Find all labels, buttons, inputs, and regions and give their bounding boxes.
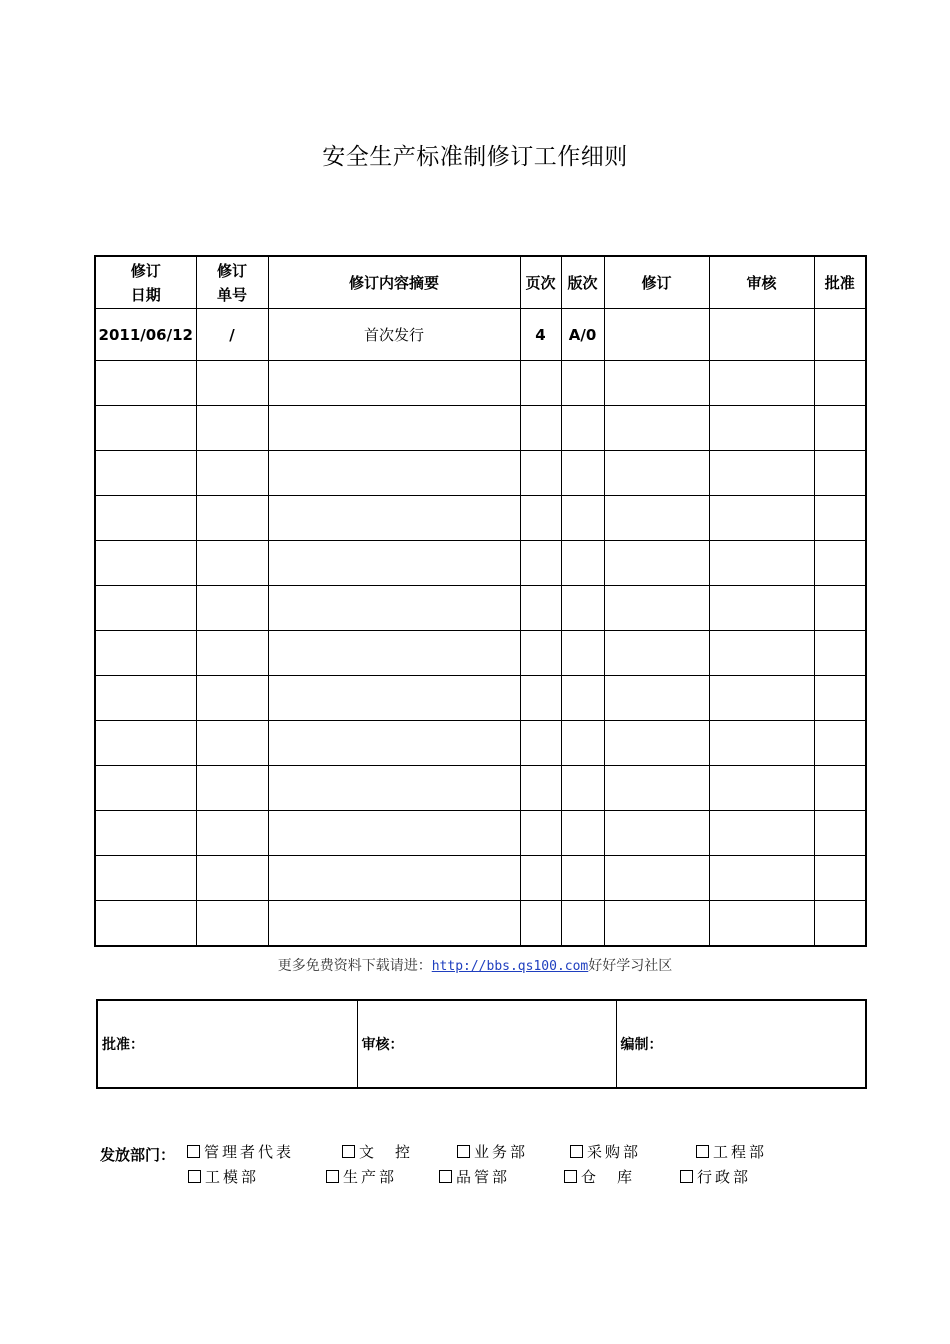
table-cell (709, 361, 814, 406)
table-cell (814, 721, 866, 766)
table-cell (709, 541, 814, 586)
table-cell (520, 901, 561, 947)
table-row (95, 586, 866, 631)
table-cell (561, 901, 604, 947)
table-cell (709, 721, 814, 766)
table-cell (709, 901, 814, 947)
checkbox-icon[interactable] (326, 1170, 339, 1183)
table-cell (196, 451, 268, 496)
table-cell (196, 676, 268, 721)
table-cell (520, 361, 561, 406)
header-revise: 修订 (604, 256, 709, 309)
note-prefix: 更多免费资料下载请进： (277, 958, 432, 974)
table-cell (196, 766, 268, 811)
table-cell (604, 361, 709, 406)
revise-cell (604, 309, 709, 361)
table-cell (196, 361, 268, 406)
checkbox-icon[interactable] (188, 1170, 201, 1183)
table-cell (561, 631, 604, 676)
table-cell (814, 676, 866, 721)
checkbox-icon[interactable] (570, 1145, 583, 1158)
table-cell (561, 406, 604, 451)
table-cell (561, 766, 604, 811)
table-cell (709, 451, 814, 496)
revision-table (94, 255, 867, 947)
table-cell (268, 856, 520, 901)
table-cell (95, 541, 196, 586)
dept-option[interactable]: 品管部 (439, 1166, 510, 1187)
header-revision-order-no: 修订 单号 (196, 256, 268, 309)
checkbox-icon[interactable] (439, 1170, 452, 1183)
table-cell (709, 856, 814, 901)
table-cell (561, 676, 604, 721)
table-cell (604, 856, 709, 901)
dept-option[interactable]: 管理者代表 (187, 1141, 294, 1162)
version-cell: A/0 (561, 309, 604, 361)
table-cell (709, 406, 814, 451)
table-cell (95, 766, 196, 811)
table-row (95, 406, 866, 451)
table-cell (814, 406, 866, 451)
signoff-review: 审核： (357, 1000, 616, 1088)
revision-order-cell: / (196, 309, 268, 361)
table-cell (268, 541, 520, 586)
table-cell (196, 721, 268, 766)
table-cell (520, 451, 561, 496)
table-cell (561, 586, 604, 631)
checkbox-icon[interactable] (680, 1170, 693, 1183)
dept-option[interactable]: 业务部 (457, 1141, 528, 1162)
table-cell (95, 676, 196, 721)
table-cell (814, 586, 866, 631)
table-cell (520, 541, 561, 586)
table-cell (520, 811, 561, 856)
distribution-label: 发放部门： (100, 1146, 176, 1164)
table-cell (268, 496, 520, 541)
table-cell (604, 811, 709, 856)
table-cell (561, 361, 604, 406)
dept-option[interactable]: 文 控 (342, 1141, 413, 1162)
table-row (95, 309, 866, 361)
table-row (95, 856, 866, 901)
table-row (95, 811, 866, 856)
table-cell (268, 811, 520, 856)
table-cell (561, 811, 604, 856)
table-row (95, 676, 866, 721)
table-row (95, 541, 866, 586)
table-cell (814, 766, 866, 811)
table-cell (561, 541, 604, 586)
table-cell (268, 676, 520, 721)
header-revision-date: 修订 日期 (95, 256, 196, 309)
summary-cell: 首次发行 (268, 309, 520, 361)
table-cell (268, 901, 520, 947)
table-row (95, 631, 866, 676)
table-cell (604, 631, 709, 676)
table-cell (95, 406, 196, 451)
checkbox-icon[interactable] (564, 1170, 577, 1183)
table-cell (95, 901, 196, 947)
dept-option[interactable]: 工模部 (188, 1166, 259, 1187)
table-cell (709, 586, 814, 631)
table-cell (520, 676, 561, 721)
table-cell (604, 451, 709, 496)
table-cell (196, 811, 268, 856)
checkbox-icon[interactable] (457, 1145, 470, 1158)
dept-option[interactable]: 采购部 (570, 1141, 641, 1162)
table-cell (709, 811, 814, 856)
table-cell (268, 631, 520, 676)
table-cell (268, 586, 520, 631)
signoff-prepare: 编制： (616, 1000, 866, 1088)
checkbox-icon[interactable] (187, 1145, 200, 1158)
dept-option[interactable]: 行政部 (680, 1166, 751, 1187)
table-cell (709, 496, 814, 541)
table-cell (268, 406, 520, 451)
table-cell (604, 406, 709, 451)
table-cell (604, 541, 709, 586)
download-note (0, 955, 950, 975)
table-cell (196, 631, 268, 676)
header-review: 审核 (709, 256, 814, 309)
table-cell (520, 721, 561, 766)
table-cell (196, 406, 268, 451)
table-cell (604, 496, 709, 541)
table-row (95, 496, 866, 541)
checkbox-icon[interactable] (696, 1145, 709, 1158)
table-row (95, 721, 866, 766)
table-cell (95, 496, 196, 541)
table-cell (709, 631, 814, 676)
download-link[interactable]: http://bbs.qs100.com (431, 959, 589, 974)
table-row (95, 766, 866, 811)
header-summary: 修订内容摘要 (268, 256, 520, 309)
dept-option[interactable]: 仓 库 (564, 1166, 635, 1187)
table-cell (268, 766, 520, 811)
pages-cell: 4 (520, 309, 561, 361)
approve-cell (814, 309, 866, 361)
table-cell (268, 451, 520, 496)
table-cell (604, 676, 709, 721)
dept-option[interactable]: 生产部 (326, 1166, 397, 1187)
table-cell (268, 361, 520, 406)
table-cell (604, 901, 709, 947)
table-row (95, 361, 866, 406)
header-pages: 页次 (520, 256, 561, 309)
table-cell (520, 631, 561, 676)
table-cell (196, 541, 268, 586)
table-cell (196, 586, 268, 631)
review-cell (709, 309, 814, 361)
table-cell (561, 451, 604, 496)
signoff-approve: 批准： (97, 1000, 357, 1088)
table-cell (520, 856, 561, 901)
table-cell (561, 496, 604, 541)
header-approve: 批准 (814, 256, 866, 309)
header-version: 版次 (561, 256, 604, 309)
table-cell (95, 631, 196, 676)
table-cell (95, 451, 196, 496)
table-row (95, 451, 866, 496)
table-cell (561, 721, 604, 766)
table-row (95, 901, 866, 947)
table-cell (95, 586, 196, 631)
table-cell (814, 496, 866, 541)
note-suffix: 好好学习社区 (588, 958, 673, 974)
table-cell (604, 586, 709, 631)
table-cell (95, 361, 196, 406)
table-cell (814, 856, 866, 901)
table-cell (814, 901, 866, 947)
table-cell (814, 361, 866, 406)
table-cell (814, 451, 866, 496)
table-cell (196, 496, 268, 541)
table-cell (95, 811, 196, 856)
table-cell (709, 676, 814, 721)
table-cell (520, 496, 561, 541)
table-header-row (95, 256, 866, 309)
dept-option[interactable]: 工程部 (696, 1141, 767, 1162)
document-title: 安全生产标准制修订工作细则 (322, 144, 628, 170)
table-cell (561, 856, 604, 901)
checkbox-icon[interactable] (342, 1145, 355, 1158)
table-cell (814, 811, 866, 856)
table-cell (268, 721, 520, 766)
table-cell (604, 766, 709, 811)
table-cell (520, 766, 561, 811)
table-cell (604, 721, 709, 766)
revision-date-cell: 2011/06/12 (95, 309, 196, 361)
table-cell (520, 586, 561, 631)
table-cell (95, 856, 196, 901)
table-cell (196, 901, 268, 947)
table-cell (814, 631, 866, 676)
table-cell (196, 856, 268, 901)
table-cell (814, 541, 866, 586)
signoff-table (96, 999, 867, 1089)
table-cell (95, 721, 196, 766)
table-cell (709, 766, 814, 811)
table-cell (520, 406, 561, 451)
